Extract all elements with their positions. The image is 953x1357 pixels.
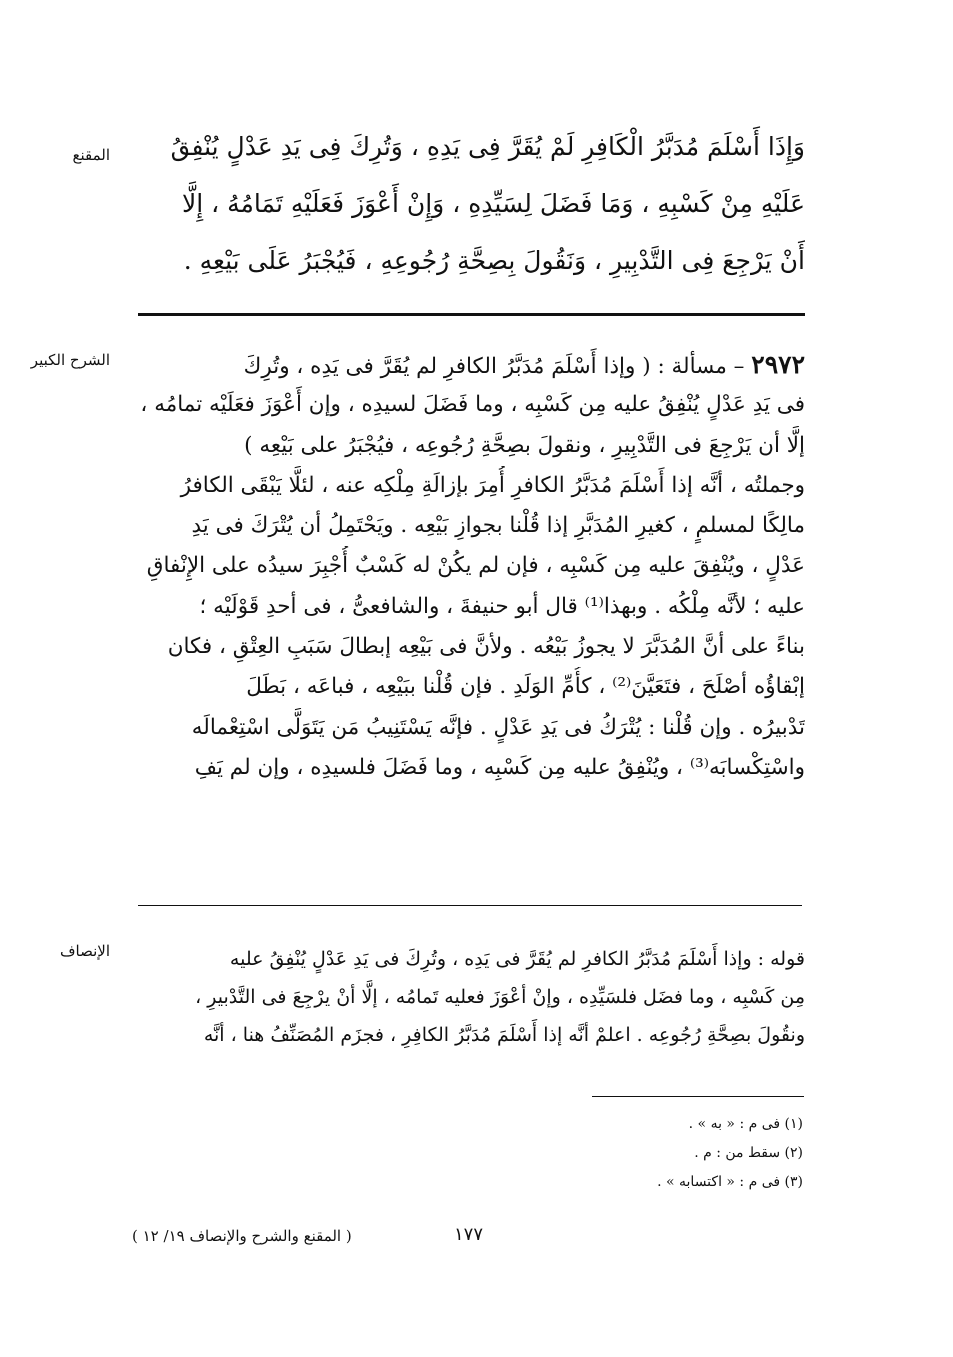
- page-number: ١٧٧: [454, 1224, 484, 1245]
- section-label-insaf: الإنصاف: [59, 942, 110, 960]
- sharh-line: بناءً على أنَّ المُدَبَّرَ لا يجوزُ بَيْعُه . ولأنَّ فى بَيْعِه إبطالَ سَبَبِ العِتْقِ ، فكان: [167, 634, 805, 660]
- sharh-line: وجملتُه ، أنَّه إذا أَسْلَمَ مُدَبَّرُ الكافرِ أُمِرَ بإزالَةِ مِلْكِه عنه ، لئلَّا يَبْقَى الكافرُ: [180, 472, 805, 498]
- insaf-text: [138, 940, 805, 1054]
- insaf-line: مِن كَسْبِه ، وما فضَل فلسَيِّدِه ، وإنْ أعْوَزَ فعليه تَمامُه ، إلَّا أنْ يرْجِعَ فى التَّدْبيرِ ،: [195, 986, 805, 1008]
- muqni-line: أَنْ يَرْجِعَ فِى التَّدْبِيرِ ، وَنَقُولَ بِصِحَّةِ رُجُوعِهِ ، فَيُجْبَرُ عَلَى بَيْعِهِ .: [183, 246, 805, 275]
- sharh-line: فى يَدِ عَدْلٍ يُنْفِقُ عليه مِن كَسْبِه ، وما فَضَلَ لسيدِه ، وإن أَعْوَزَ فعَلَيْه تمامُه ،: [140, 392, 805, 418]
- sharh-line: مالِكًا لمسلمٍ ، كغيرِ المُدَبَّرِ إذا قُلْنا بجوازِ بَيْعِه . ويَحْتَمِلُ أن يُتْرَكَ فى يَدِ: [191, 513, 805, 539]
- section-label-muqni: المقنع: [72, 146, 110, 164]
- sharh-text: [138, 345, 805, 788]
- issue-number: ٢٩٧٢: [751, 350, 805, 379]
- footnote: (١) فى م : « به » .: [688, 1116, 803, 1132]
- book-reference: ( المقنع والشرح والإنصاف ١٩/ ١٢ ): [132, 1227, 352, 1245]
- thin-divider: [138, 905, 802, 906]
- sharh-line: إبْقاؤُه أصْلَحَ ، فتَعَيَّنَ⁽²⁾ ، كأُمِّ الوَلَدِ . فإن قُلْنا ببَيْعِه ، فباعَه ، بَطَلَ: [246, 674, 805, 700]
- sharh-line: عَدْلٍ ، ويُنْفِقَ عليه مِن كَسْبِه ، فإن لم يكُنْ له كَسْبٌ أُجْبِرَ سيدُه على الإِنْفاقِ: [146, 553, 805, 579]
- muqni-text: [138, 118, 805, 289]
- footnote-divider: [592, 1096, 804, 1097]
- insaf-line: ونقُولَ بصِحَّةِ رُجُوعِه . اعلمْ أنَّه إذا أَسْلَمَ مُدَبَّرُ الكافِرِ ، فجزَم المُصَنِّفُ هنا ، أنَّه: [203, 1024, 805, 1046]
- sharh-line: إلَّا أن يَرْجِعَ فى التَّدْبِيرِ ، ونقولَ بصِحَّةِ رُجُوعِه ، فيُجْبَرُ على بَيْعِه ): [244, 432, 805, 458]
- sharh-line: تَدْبيرُه . وإن قُلْنا : يُتْرَكُ فى يَدِ عَدْلٍ . فإنَّه يَسْتَنِيبُ مَن يَتَوَلَّى اسْتِعْمالَه: [191, 714, 805, 740]
- footnote: (٣) فى م : « اكتسابه » .: [657, 1174, 803, 1190]
- muqni-line: وَإِذَا أَسْلَمَ مُدَبَّرُ الْكَافِرِ لَمْ يُقَرَّ فِى يَدِهِ ، وَتُرِكَ فِى يَدِ عَدْلٍ يُنْفِقُ: [170, 132, 805, 161]
- muqni-line: عَلَيْهِ مِنْ كَسْبِهِ ، وَمَا فَضَلَ لِسَيِّدِهِ ، وَإِنْ أَعْوَزَ فَعَلَيْهِ تَمَامُهُ ، إِلَّا: [181, 189, 805, 218]
- sharh-first-line-text: – مسألة : ( وإذا أَسْلَمَ مُدَبَّرُ الكافرِ لم يُقَرَّ فى يَدِه ، وتُرِكَ: [243, 354, 752, 379]
- insaf-line: قوله : وإذا أَسْلَمَ مُدَبَّرُ الكافرِ لم يُقَرَّ فى يَدِه ، وتُرِكَ فى يَدِ عَدْلٍ يُنْفِقُ عليه: [229, 948, 805, 970]
- section-label-sharh: الشرح الكبير: [30, 351, 110, 369]
- sharh-line: عليه ؛ لأنَّه مِلْكُه . وبهذا⁽¹⁾ قال أبو حنيفةَ ، والشافعىُّ ، فى أحدِ قَوْلَيْه ؛: [199, 593, 805, 619]
- sharh-line-first: [138, 345, 805, 385]
- thick-divider: [138, 313, 805, 316]
- sharh-line: واسْتِكْسابَه⁽³⁾ ، ويُنْفِقُ عليه مِن كَسْبِه ، وما فَضَلَ فلسيدِه ، وإن لم يَفِ: [194, 754, 805, 780]
- footnote: (٢) سقط من : م .: [694, 1145, 803, 1161]
